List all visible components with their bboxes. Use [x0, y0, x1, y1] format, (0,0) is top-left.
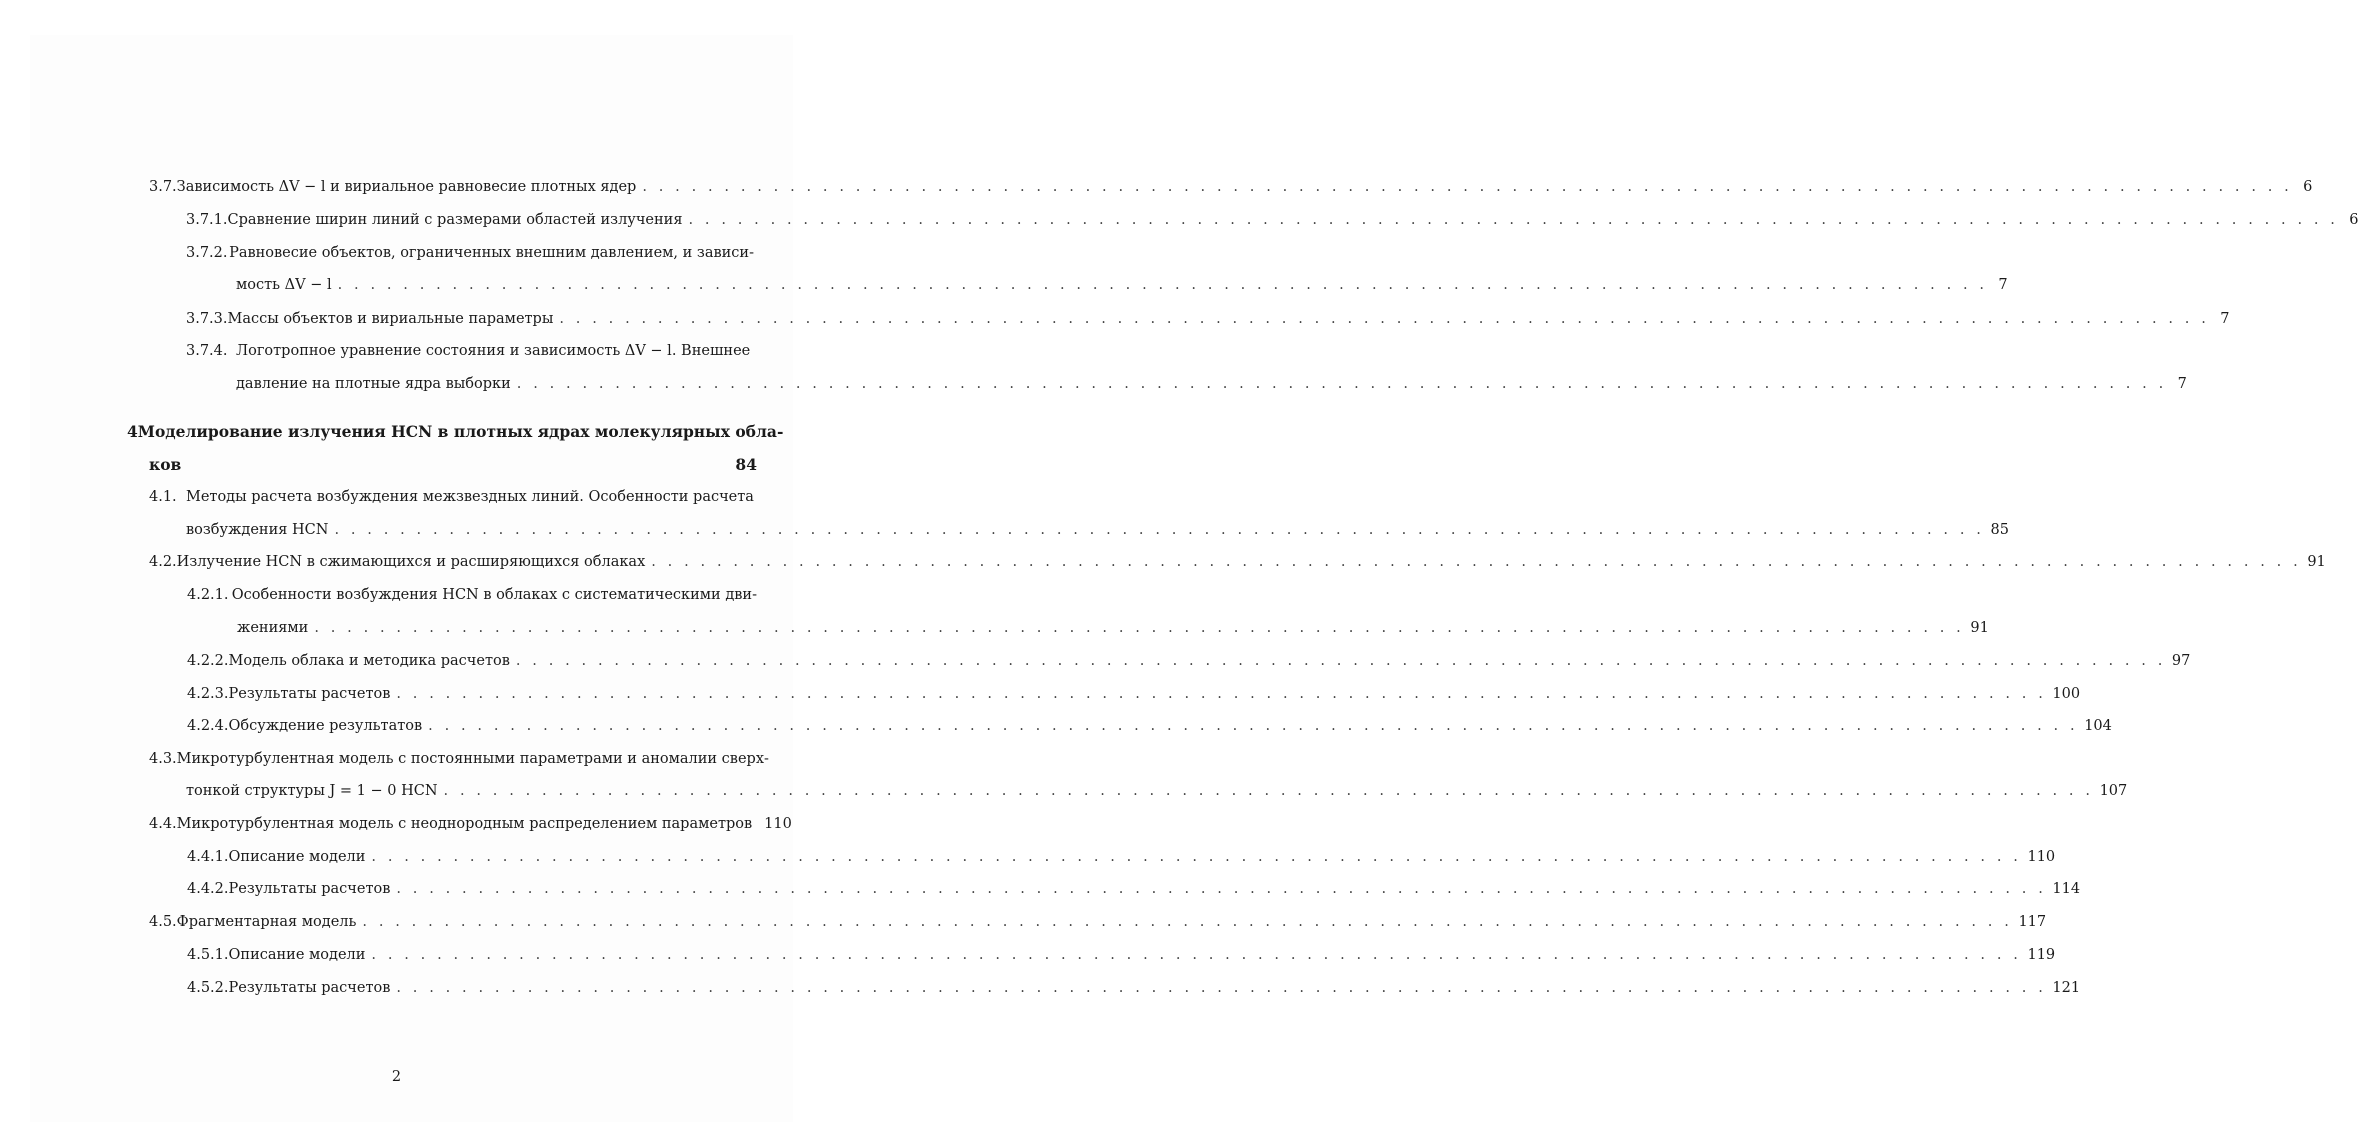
section-title-continued: жениями: [237, 620, 309, 636]
section-number: 3.7.1.: [186, 212, 228, 228]
section-title: Массы объектов и вириальные параметры: [227, 311, 554, 327]
page-ref: 117: [2018, 914, 2047, 930]
section-title: Фрагментарная модель: [176, 914, 357, 930]
section-title: Описание модели: [228, 849, 366, 865]
section-title: Результаты расчетов: [228, 980, 391, 996]
section-title: Описание модели: [228, 947, 366, 963]
toc-entry-4-1[interactable]: [149, 486, 754, 508]
section-title: Зависимость ΔV − l и вириальное равновесие плотных ядер: [176, 179, 637, 195]
page-ref: 110: [2027, 849, 2056, 865]
section-title: Обсуждение результатов: [228, 718, 423, 734]
section-number: 4.2.2.: [187, 653, 229, 669]
leader-dots: [371, 944, 2021, 966]
page-ref: 6: [2349, 212, 2359, 228]
section-number: 3.7.: [149, 179, 177, 195]
section-title: Методы расчета возбуждения межзвездных линий. Особенности расчета: [186, 489, 754, 505]
section-number: 3.7.4.: [186, 343, 228, 359]
toc-entry-3-7-3[interactable]: [186, 308, 2230, 330]
section-title: Модель облака и методика расчетов: [228, 653, 510, 669]
page-ref: 110: [764, 816, 792, 832]
toc-entry-4-3-cont[interactable]: [186, 780, 2128, 802]
section-title-continued: тонкой структуры J = 1 − 0 HCN: [186, 783, 438, 799]
section-number: 4.1.: [149, 489, 177, 505]
leader-dots: [642, 176, 2292, 198]
toc-entry-3-7-4[interactable]: [186, 340, 754, 362]
page-ref: 121: [2052, 980, 2081, 996]
leader-dots: [334, 519, 1984, 541]
leader-dots: [396, 683, 2046, 705]
toc-chapter-4[interactable]: [127, 421, 784, 443]
toc-entry-4-4[interactable]: [149, 813, 792, 835]
section-number: 4.5.1.: [187, 947, 229, 963]
toc-entry-3-7-2[interactable]: [186, 242, 754, 264]
page-ref: 91: [2307, 554, 2326, 570]
page-ref: 7: [2220, 311, 2230, 327]
page-ref: 97: [2171, 653, 2191, 669]
toc-entry-4-4-2[interactable]: [187, 878, 2081, 900]
page-ref: 91: [1970, 620, 1989, 636]
toc-entry-4-3[interactable]: [149, 748, 769, 770]
section-number: 4.4.1.: [187, 849, 229, 865]
leader-dots: [371, 846, 2021, 868]
page-ref: 119: [2027, 947, 2056, 963]
toc-entry-4-5-1[interactable]: [187, 944, 2056, 966]
leader-dots: [338, 274, 1988, 296]
section-number: 3.7.3.: [186, 311, 228, 327]
page-ref: 114: [2052, 881, 2081, 897]
toc-entry-4-2-1[interactable]: [187, 584, 757, 606]
leader-dots: [651, 551, 2301, 573]
section-number: 4.2.: [149, 554, 177, 570]
leader-dots: [314, 617, 1964, 639]
section-title: Микротурбулентная модель с неоднородным распределением параметров: [176, 816, 753, 832]
section-number: 4.2.4.: [187, 718, 229, 734]
section-number: 4.3.: [149, 751, 177, 767]
chapter-title: Моделирование излучения HCN в плотных ядрах молекулярных обла-: [137, 422, 784, 441]
section-number: 4.4.2.: [187, 881, 229, 897]
section-number: 3.7.2.: [186, 245, 228, 261]
leader-dots: [688, 209, 2338, 231]
section-number: 4.2.3.: [187, 686, 229, 702]
section-title: Результаты расчетов: [228, 881, 391, 897]
leader-dots: [396, 878, 2046, 900]
leader-dots: [516, 650, 2166, 672]
page-number: 2: [391, 1069, 402, 1085]
page-ref: 7: [2177, 376, 2187, 392]
page-ref: 107: [2099, 783, 2128, 799]
page-ref: 6: [2303, 179, 2313, 195]
toc-entry-4-2-2[interactable]: [187, 650, 2191, 672]
chapter-title-continued: ков: [149, 455, 182, 474]
leader-dots: [396, 977, 2046, 999]
section-title: Результаты расчетов: [228, 686, 391, 702]
toc-entry-4-1-cont[interactable]: [186, 519, 2009, 541]
leader-dots: [517, 373, 2167, 395]
toc-chapter-4-cont[interactable]: [149, 454, 757, 476]
section-title-continued: давление на плотные ядра выборки: [236, 376, 511, 392]
toc-entry-4-2-3[interactable]: [187, 683, 2081, 705]
section-title: Логотропное уравнение состояния и зависимость ΔV − l. Внешнее: [236, 343, 751, 359]
leader-dots: [362, 911, 2012, 933]
toc-entry-4-5-2[interactable]: [187, 977, 2081, 999]
toc-entry-4-2-4[interactable]: [187, 715, 2112, 737]
page-ref: 84: [735, 455, 757, 474]
toc-entry-3-7-4-cont[interactable]: [236, 373, 2187, 395]
toc-entry-4-5[interactable]: [149, 911, 2047, 933]
toc-entry-3-7-2-cont[interactable]: [236, 274, 2008, 296]
toc-entry-3-7-1[interactable]: [186, 209, 2359, 231]
section-title-continued: мость ΔV − l: [236, 277, 332, 293]
toc-entry-3-7[interactable]: [149, 176, 2313, 198]
chapter-number: 4: [127, 422, 138, 441]
page-ref: 100: [2052, 686, 2081, 702]
page-ref: 7: [1998, 277, 2008, 293]
toc-entry-4-4-1[interactable]: [187, 846, 2056, 868]
section-number: 4.2.1.: [187, 587, 229, 603]
toc-entry-4-2[interactable]: [149, 551, 2326, 573]
leader-dots: [559, 308, 2209, 330]
section-title: Сравнение ширин линий с размерами областей излучения: [227, 212, 683, 228]
toc-entry-4-2-1-cont[interactable]: [237, 617, 1989, 639]
page-ref: 104: [2084, 718, 2112, 734]
section-number: 4.4.: [149, 816, 177, 832]
section-title: Микротурбулентная модель с постоянными параметрами и аномалии сверх-: [176, 751, 769, 767]
leader-dots: [444, 780, 2094, 802]
section-title: Особенности возбуждения HCN в облаках с систематическими дви-: [231, 587, 757, 603]
leader-dots: [428, 715, 2078, 737]
section-number: 4.5.2.: [187, 980, 229, 996]
section-title-continued: возбуждения HCN: [186, 522, 329, 538]
section-number: 4.5.: [149, 914, 177, 930]
section-title: Излучение HCN в сжимающихся и расширяющихся облаках: [176, 554, 646, 570]
page-ref: 85: [1990, 522, 2009, 538]
section-title: Равновесие объектов, ограниченных внешним давлением, и зависи-: [229, 245, 754, 261]
